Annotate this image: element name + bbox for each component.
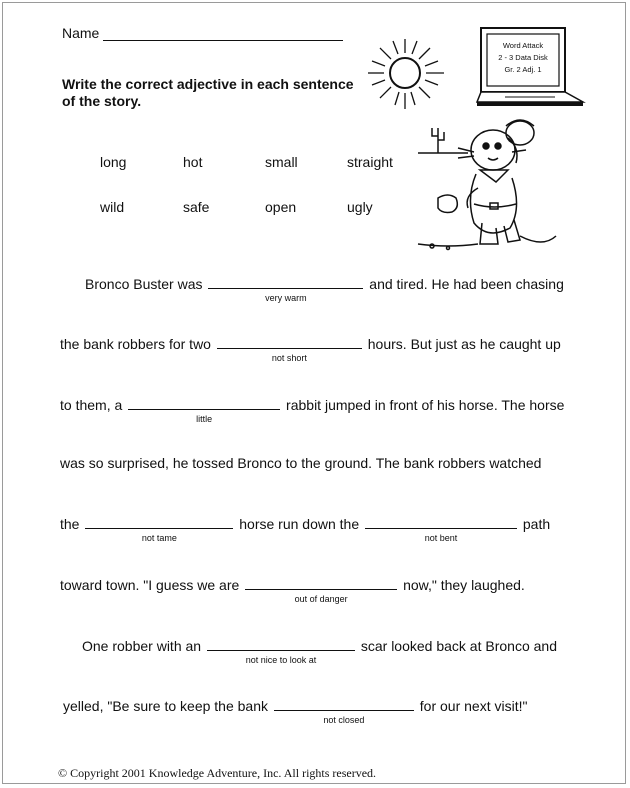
- answer-blank[interactable]: [274, 696, 414, 725]
- answer-blank[interactable]: [128, 395, 280, 424]
- story-text: to them, a: [60, 397, 123, 413]
- blank-hint: not bent: [424, 533, 458, 543]
- copyright-notice: © Copyright 2001 Knowledge Adventure, Inc. All rights reserved.: [58, 766, 377, 780]
- story-text: the: [60, 516, 80, 532]
- story-line-7: [82, 636, 557, 665]
- story-text: yelled, "Be sure to keep the bank: [63, 698, 268, 714]
- word-bank-item: small: [265, 154, 298, 170]
- blank-hint: not closed: [323, 715, 365, 725]
- blank-hint: very warm: [265, 293, 307, 303]
- blank-hint: not tame: [141, 533, 177, 543]
- answer-blank[interactable]: [217, 334, 362, 363]
- story-text: now," they laughed.: [403, 577, 525, 593]
- word-bank-item: hot: [183, 154, 203, 170]
- computer-label-line-1: Word Attack: [502, 41, 544, 50]
- story-text: and tired. He had been chasing: [369, 276, 564, 292]
- cowboy-mouse-illustration: [408, 108, 558, 258]
- story-text: Bronco Buster was: [85, 276, 203, 292]
- story-text: scar looked back at Bronco and: [360, 638, 557, 654]
- name-label: Name: [62, 25, 100, 41]
- story-text: One robber with an: [82, 638, 202, 654]
- story-text: the bank robbers for two: [60, 336, 211, 352]
- story-text: toward town. "I guess we are: [60, 577, 240, 593]
- blank-hint: not nice to look at: [245, 655, 317, 665]
- story-line-5: [60, 514, 551, 543]
- story-text: was so surprised, he tossed Bronco to the ground. The bank robbers watched: [60, 455, 542, 471]
- word-bank-item: open: [265, 199, 297, 215]
- answer-blank[interactable]: [208, 274, 363, 303]
- story-text: for our next visit!": [419, 698, 528, 714]
- story-line-1: [85, 274, 564, 303]
- answer-blank[interactable]: [85, 514, 233, 543]
- story-line-4: [60, 455, 541, 471]
- story-text: path: [522, 516, 551, 532]
- story-line-2: [60, 334, 561, 363]
- story-line-3: [60, 395, 565, 424]
- name-field[interactable]: [103, 40, 343, 41]
- story-line-8: [63, 696, 528, 725]
- story-text: rabbit jumped in front of his horse. The horse: [286, 397, 565, 413]
- story-text: horse run down the: [239, 516, 360, 532]
- word-bank-item: ugly: [347, 199, 373, 215]
- instructions: Write the correct adjective in each sentence of the story.: [62, 76, 354, 109]
- blank-hint: little: [196, 414, 213, 424]
- word-bank-item: straight: [347, 154, 393, 170]
- story-line-6: [60, 575, 525, 604]
- computer-label-line-3: Gr. 2 Adj. 1: [504, 65, 542, 74]
- computer-icon: [475, 26, 587, 108]
- word-bank-item: wild: [100, 199, 125, 215]
- word-bank-item: long: [100, 154, 127, 170]
- answer-blank[interactable]: [207, 636, 355, 665]
- story-text: hours. But just as he caught up: [367, 336, 561, 352]
- answer-blank[interactable]: [365, 514, 517, 543]
- blank-hint: not short: [271, 353, 307, 363]
- sun-illustration: [360, 35, 450, 115]
- blank-hint: out of danger: [294, 594, 348, 604]
- answer-blank[interactable]: [245, 575, 397, 604]
- computer-label-line-2: 2 - 3 Data Disk: [498, 53, 548, 62]
- word-bank-item: safe: [183, 199, 210, 215]
